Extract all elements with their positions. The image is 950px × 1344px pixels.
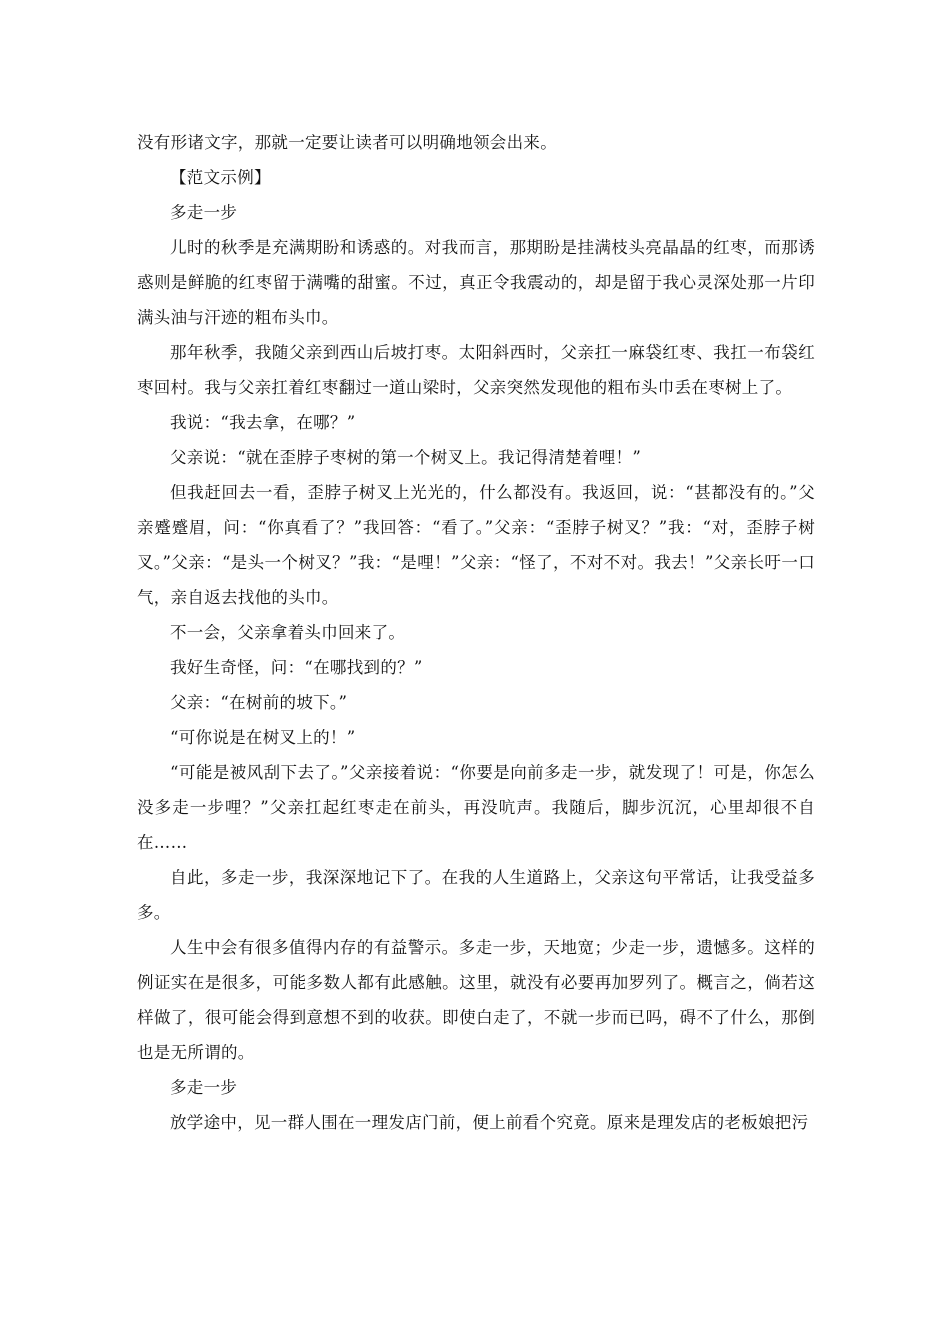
dialogue-line: 父亲说：“就在歪脖子枣树的第一个树叉上。我记得清楚着哩！” xyxy=(170,448,642,467)
body-paragraph: 放学途中，见一群人围在一理发店门前，便上前看个究竟。原来是理发店的老板娘把污 xyxy=(170,1113,809,1132)
body-paragraph: 自此，多走一步，我深深地记下了。在我的人生道路上，父亲这句平常话，让我受益多多。 xyxy=(137,868,815,922)
body-paragraph: 不一会，父亲拿着头巾回来了。 xyxy=(170,623,406,642)
body-paragraph: 那年秋季，我随父亲到西山后坡打枣。太阳斜西时，父亲扛一麻袋红枣、我扛一布袋红枣回村。我与父亲扛着红枣翻过一道山梁时，父亲突然发现他的粗布头巾丢在枣树上了。 xyxy=(137,343,815,397)
body-paragraph: 儿时的秋季是充满期盼和诱惑的。对我而言，那期盼是挂满枝头亮晶晶的红枣，而那诱惑则是鲜脆的红枣留于满嘴的甜蜜。不过，真正令我震动的，却是留于我心灵深处那一片印满头油与汗迹的粗布头巾。 xyxy=(137,238,815,327)
essay-title: 多走一步 xyxy=(170,1078,238,1097)
body-paragraph-continuation: 没有形诸文字，那就一定要让读者可以明确地领会出来。 xyxy=(137,133,557,152)
section-heading-example: 【范文示例】 xyxy=(170,168,271,187)
body-paragraph: 但我赶回去一看，歪脖子树叉上光光的，什么都没有。我返回，说：“甚都没有的。”父亲蹙蹙眉，问：“你真看了？”我回答：“看了。”父亲：“歪脖子树叉？”我：“对，歪脖子树叉。”父亲：“是头一个树叉？”我：“是哩！”父亲：“怪了，不对不对。我去！”父亲长吁一口气，亲自返去找他的头巾。 xyxy=(137,483,815,607)
essay-title: 多走一步 xyxy=(170,203,238,222)
body-paragraph: 人生中会有很多值得内存的有益警示。多走一步，天地宽；少走一步，遗憾多。这样的例证实在是很多，可能多数人都有此感触。这里，就没有必要再加罗列了。概言之，倘若这样做了，很可能会得到意想不到的收获。即使白走了，不就一步而已吗，碍不了什么，那倒也是无所谓的。 xyxy=(137,938,815,1062)
dialogue-line: “可你说是在树叉上的！” xyxy=(170,728,356,747)
body-paragraph: “可能是被风刮下去了。”父亲接着说：“你要是向前多走一步，就发现了！可是，你怎么没多走一步哩？”父亲扛起红枣走在前头，再没吭声。我随后，脚步沉沉，心里却很不自在…… xyxy=(137,763,815,852)
dialogue-line: 父亲：“在树前的坡下。” xyxy=(170,693,348,712)
dialogue-line: 我好生奇怪，问：“在哪找到的？” xyxy=(170,658,423,677)
document-page xyxy=(137,125,815,1140)
dialogue-line: 我说：“我去拿，在哪？” xyxy=(170,413,356,432)
